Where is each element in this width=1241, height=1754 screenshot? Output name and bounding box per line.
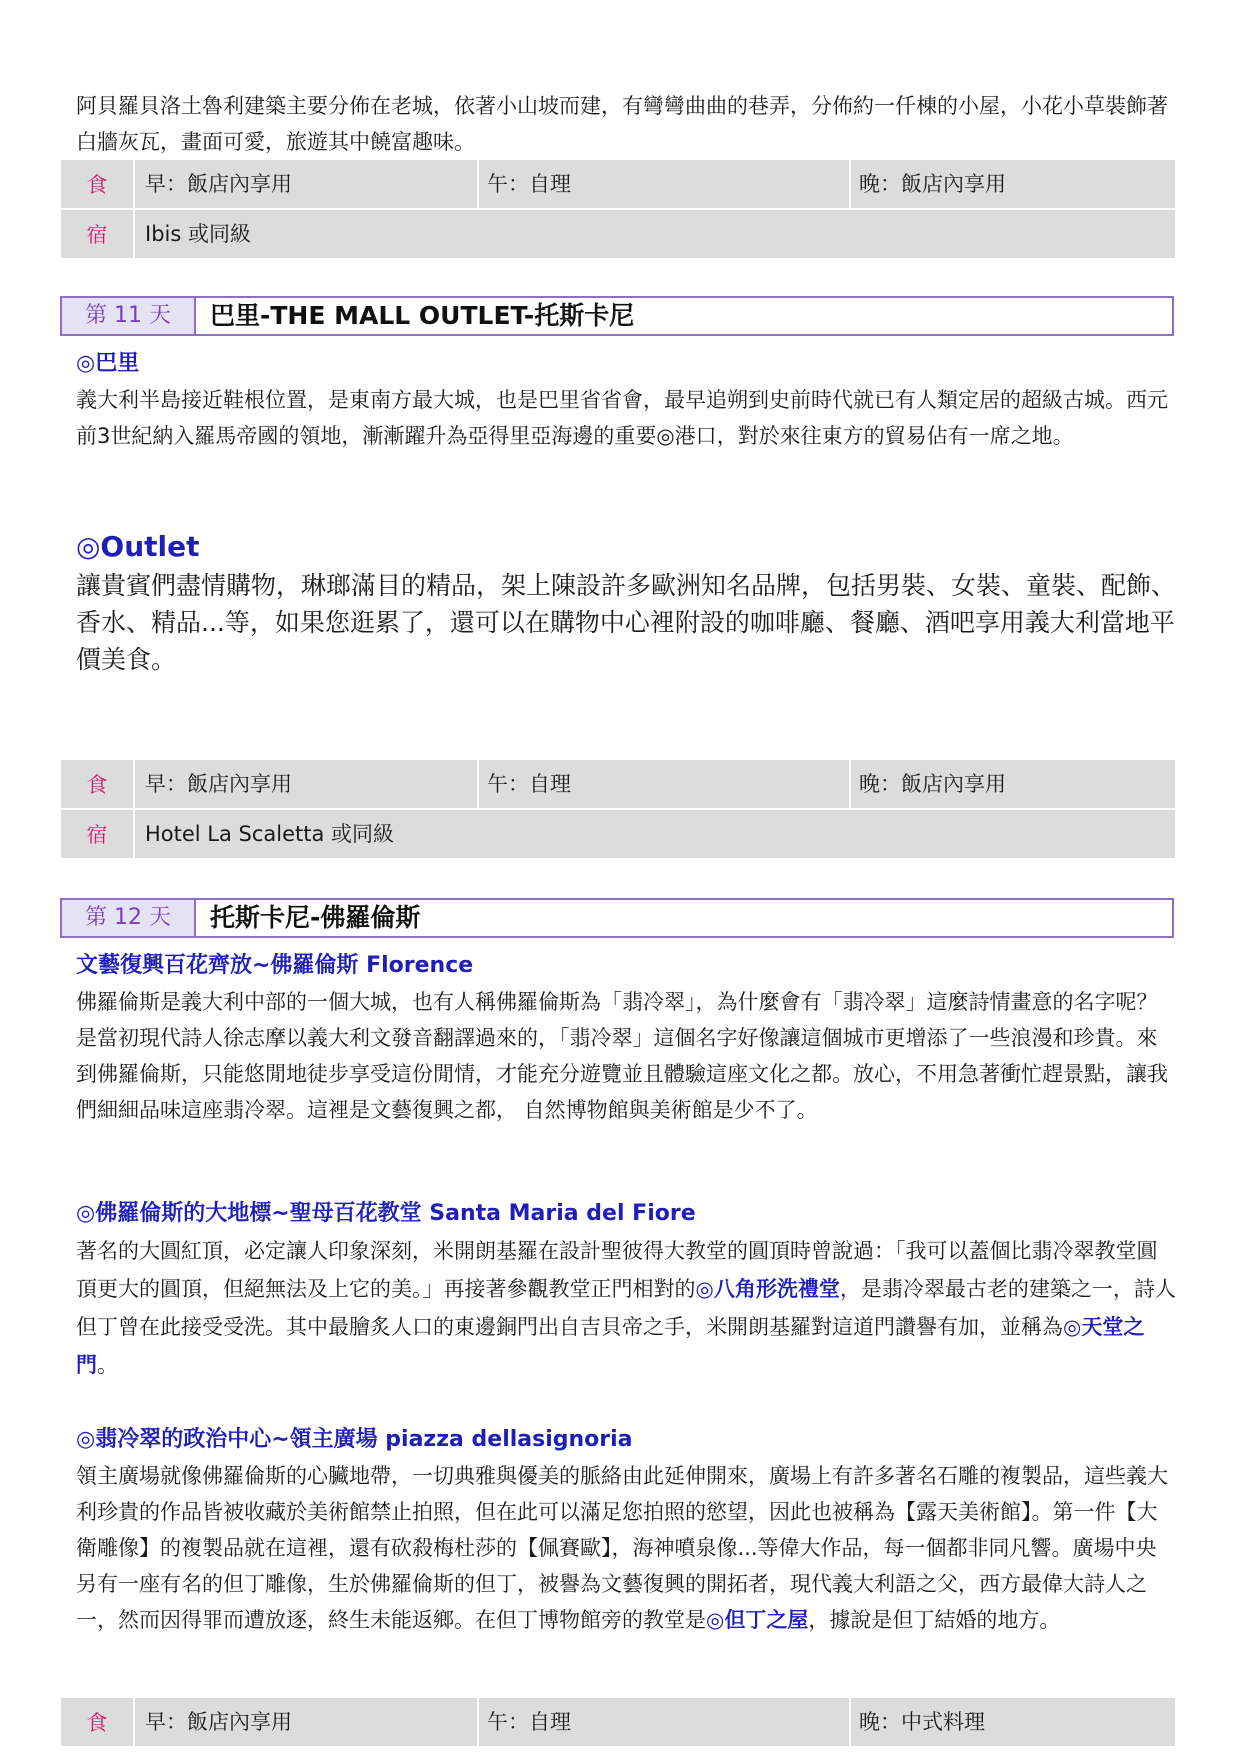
lunch-cell: 午：自理 — [477, 1698, 847, 1746]
meal-label: 食 — [61, 1698, 135, 1746]
baptistery-link-text: ◎八角形洗禮堂 — [695, 1277, 840, 1301]
meal-row — [61, 160, 1175, 210]
bari-heading: ◎巴里 — [76, 351, 140, 376]
stay-label: 宿 — [61, 210, 135, 258]
breakfast-cell: 早：飯店內享用 — [145, 772, 292, 796]
meal-label: 食 — [61, 760, 135, 808]
day-11-header — [60, 296, 1174, 336]
florence-heading: 文藝復興百花齊放~佛羅倫斯 Florence — [76, 953, 474, 978]
day-number-label: 第 12 天 — [62, 900, 196, 936]
dinner-cell: 晚：中式料理 — [849, 1698, 1175, 1746]
lunch-cell: 午：自理 — [477, 760, 847, 808]
dinner-cell: 晚：飯店內享用 — [849, 160, 1175, 208]
breakfast-cell: 早：飯店內享用 — [145, 1710, 292, 1734]
outlet-heading: ◎Outlet — [76, 530, 200, 563]
meal-row — [61, 760, 1175, 810]
day-title: 托斯卡尼-佛羅倫斯 — [210, 903, 421, 932]
meal-label: 食 — [61, 160, 135, 208]
florence-paragraph: 佛羅倫斯是義大利中部的一個大城，也有人稱佛羅倫斯為「翡冷翠」，為什麼會有「翡冷翠」這麼詩情畫意的名字呢？是當初現代詩人徐志摩以義大利文發音翻譯過來的，「翡冷翠」這個名字好像讓這個城市更增添了一些浪漫和珍貴。來到佛羅倫斯，只能悠閒地徒步享受這份閒情，才能充分遊覽並且體驗這座文化之都。放心，不用急著衝忙趕景點，讓我們細細品味這座翡冷翠。這裡是文藝復興之都， 自然博物館與美術館是少不了。 — [76, 990, 1168, 1122]
hotel-cell: Ibis 或同級 — [145, 222, 251, 246]
day-12-header — [60, 898, 1174, 938]
dante-house-text: ◎但丁之屋 — [706, 1608, 809, 1632]
cathedral-paragraph: 著名的大圓紅頂，必定讓人印象深刻，米開朗基羅在設計聖彼得大教堂的圓頂時曾說過：「我可以蓋個比翡冷翠教堂圓頂更大的圓頂，但絕無法及上它的美。」再接著參觀教堂正門相對的◎八角形洗禮堂，是翡冷翠最古老的建築之一，詩人但丁曾在此接受受洗。其中最膾炙人口的東邊銅門出自吉貝帝之手，米開朗基羅對這道門讚譽有加，並稱為◎天堂之門。 — [76, 1239, 1176, 1377]
meal-info-table — [61, 760, 1175, 858]
stay-row — [61, 210, 1175, 258]
piazza-heading: ◎翡冷翠的政治中心~領主廣場 piazza dellasignoria — [76, 1427, 633, 1452]
cathedral-heading: ◎佛羅倫斯的大地標~聖母百花教堂 Santa Maria del Fiore — [76, 1201, 696, 1226]
port-mention: ◎港口 — [656, 424, 717, 448]
hotel-cell: Hotel La Scaletta 或同級 — [145, 822, 395, 846]
breakfast-cell: 早：飯店內享用 — [145, 172, 292, 196]
outlet-paragraph: 讓貴賓們盡情購物，琳瑯滿目的精品，架上陳設許多歐洲知名品牌，包括男裝、女裝、童裝、配飾、香水、精品...等，如果您逛累了，還可以在購物中心裡附設的咖啡廳、餐廳、酒吧享用義大利當地平價美食。 — [76, 571, 1177, 674]
day-number-label: 第 11 天 — [62, 298, 196, 334]
intro-paragraph: 阿貝羅貝洛土魯利建築主要分佈在老城，依著小山坡而建，有彎彎曲曲的巷弄，分佈約一仟棟的小屋，小花小草裝飾著白牆灰瓦，畫面可愛，旅遊其中饒富趣味。 — [76, 94, 1168, 154]
piazza-paragraph: 領主廣場就像佛羅倫斯的心臟地帶，一切典雅與優美的脈絡由此延伸開來，廣場上有許多著名石雕的複製品，這些義大利珍貴的作品皆被收藏於美術館禁止拍照，但在此可以滿足您拍照的慾望，因此也被稱為【露天美術館】。第一件【大衛雕像】的複製品就在這裡，還有砍殺梅杜莎的【佩賽歐】，海神噴泉像...等偉大作品，每一個都非同凡響。廣場中央另有一座有名的但丁雕像，生於佛羅倫斯的但丁，被譽為文藝復興的開拓者，現代義大利語之父，西方最偉大詩人之一，然而因得罪而遭放逐，終生未能返鄉。在但丁博物館旁的教堂是◎但丁之屋，據說是但丁結婚的地方。 — [76, 1464, 1168, 1632]
meal-row — [61, 1698, 1175, 1746]
meal-info-table — [61, 1698, 1175, 1746]
gates-of-paradise-text: ◎天堂之門 — [76, 1315, 1145, 1377]
stay-label: 宿 — [61, 810, 135, 858]
bari-paragraph: 義大利半島接近鞋根位置，是東南方最大城，也是巴里省省會，最早追朔到史前時代就已有人類定居的超級古城。西元前3世紀納入羅馬帝國的領地，漸漸躍升為亞得里亞海邊的重要◎港口，對於來往東方的貿易佔有一席之地。 — [76, 388, 1168, 448]
dinner-cell: 晚：飯店內享用 — [849, 760, 1175, 808]
stay-row — [61, 810, 1175, 858]
day-title: 巴里-THE MALL OUTLET-托斯卡尼 — [210, 301, 635, 330]
meal-info-table — [61, 160, 1175, 258]
lunch-cell: 午：自理 — [477, 160, 847, 208]
